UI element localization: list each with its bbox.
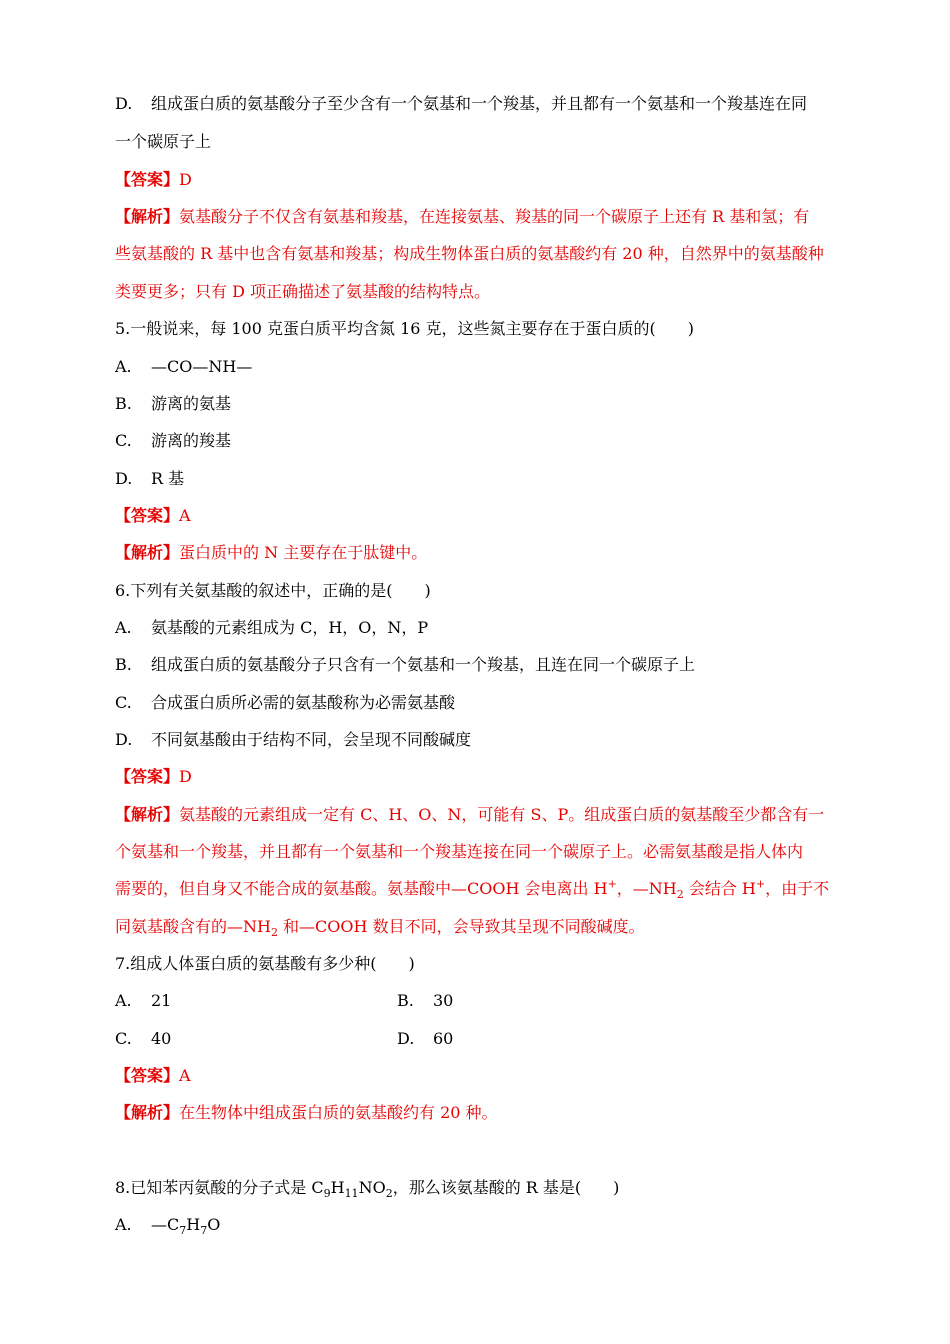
q5-stem: 5.一般说来，每 100 克蛋白质平均含氮 16 克，这些氮主要存在于蛋白质的( ) [115, 319, 694, 338]
q4-explanation-3: 类要更多；只有 D 项正确描述了氨基酸的结构特点。 [115, 282, 491, 301]
q8-stem: 8.已知苯丙氨酸的分子式是 $C_9H_{11}NO_2$，那么该氨基酸的 R 基是( ) [115, 1178, 620, 1201]
q7-options-row-2: C. 40 D. 60 [115, 1029, 454, 1048]
q6-explanation-1: 【解析】氨基酸的元素组成一定有 C、H、O、N，可能有 S、P。组成蛋白质的氨基酸至少都含有一 [115, 805, 825, 824]
q7-option-b: B. 30 [397, 991, 454, 1010]
q5-option-b: B. 游离的氨基 [115, 394, 232, 413]
q4-explanation-2: 些氨基酸的 R 基中也含有氨基和羧基；构成生物体蛋白质的氨基酸约有 20 种，自然界中的氨基酸种 [115, 244, 824, 263]
q6-explanation-3: 需要的，但自身又不能合成的氨基酸。氨基酸中—COOH 会电离出 H+，$—NH_2$ 会结合 H+，由于不 [115, 877, 830, 902]
q7-options-row-1: A. 21 B. 30 [115, 991, 454, 1010]
q7-stem: 7.组成人体蛋白质的氨基酸有多少种( ) [115, 954, 415, 973]
q6-explanation-4: 同氨基酸含有的$—NH_2$ 和—COOH 数目不同，会导致其呈现不同酸碱度。 [115, 917, 645, 940]
q5-option-d: D. R 基 [115, 469, 185, 488]
q5-option-c: C. 游离的羧基 [115, 431, 232, 450]
q6-answer: 【答案】D [115, 767, 192, 786]
q4-option-d [115, 94, 807, 114]
q6-option-a: A. 氨基酸的元素组成为 C，H，O，N，P [115, 618, 429, 637]
answer-tag: 【答案】 [115, 170, 180, 189]
q7-explanation: 【解析】在生物体中组成蛋白质的氨基酸约有 20 种。 [115, 1103, 498, 1122]
q4-explanation-1: 【解析】氨基酸分子不仅含有氨基和羧基，在连接氨基、羧基的同一个碳原子上还有 R 基和氢；有 [115, 207, 810, 226]
q4-answer [115, 170, 192, 190]
q5-answer: 【答案】A [115, 506, 191, 525]
q5-explanation: 【解析】蛋白质中的 N 主要存在于肽键中。 [115, 543, 428, 562]
q7-option-d: D. 60 [397, 1029, 454, 1048]
option-label: D. [115, 94, 133, 113]
q6-explanation-2: 个氨基和一个羧基，并且都有一个氨基和一个羧基连接在同一个碳原子上。必需氨基酸是指人体内 [115, 842, 804, 861]
explanation-tag: 【解析】 [115, 207, 180, 226]
answer-value: D [179, 170, 192, 189]
q8-option-a: A. $—C_7H_7O$ [115, 1215, 221, 1238]
q6-option-d: D. 不同氨基酸由于结构不同，会呈现不同酸碱度 [115, 730, 472, 749]
q6-stem: 6.下列有关氨基酸的叙述中，正确的是( ) [115, 581, 431, 600]
q6-option-c: C. 合成蛋白质所必需的氨基酸称为必需氨基酸 [115, 693, 456, 712]
q6-option-b: B. 组成蛋白质的氨基酸分子只含有一个氨基和一个羧基，且连在同一个碳原子上 [115, 655, 696, 674]
q7-answer: 【答案】A [115, 1066, 191, 1085]
q4-option-d-cont: 一个碳原子上 [115, 132, 212, 151]
q5-option-a: A. —CO—NH— [115, 357, 253, 376]
option-text: 组成蛋白质的氨基酸分子至少含有一个氨基和一个羧基，并且都有一个氨基和一个羧基连在同 [151, 94, 808, 113]
